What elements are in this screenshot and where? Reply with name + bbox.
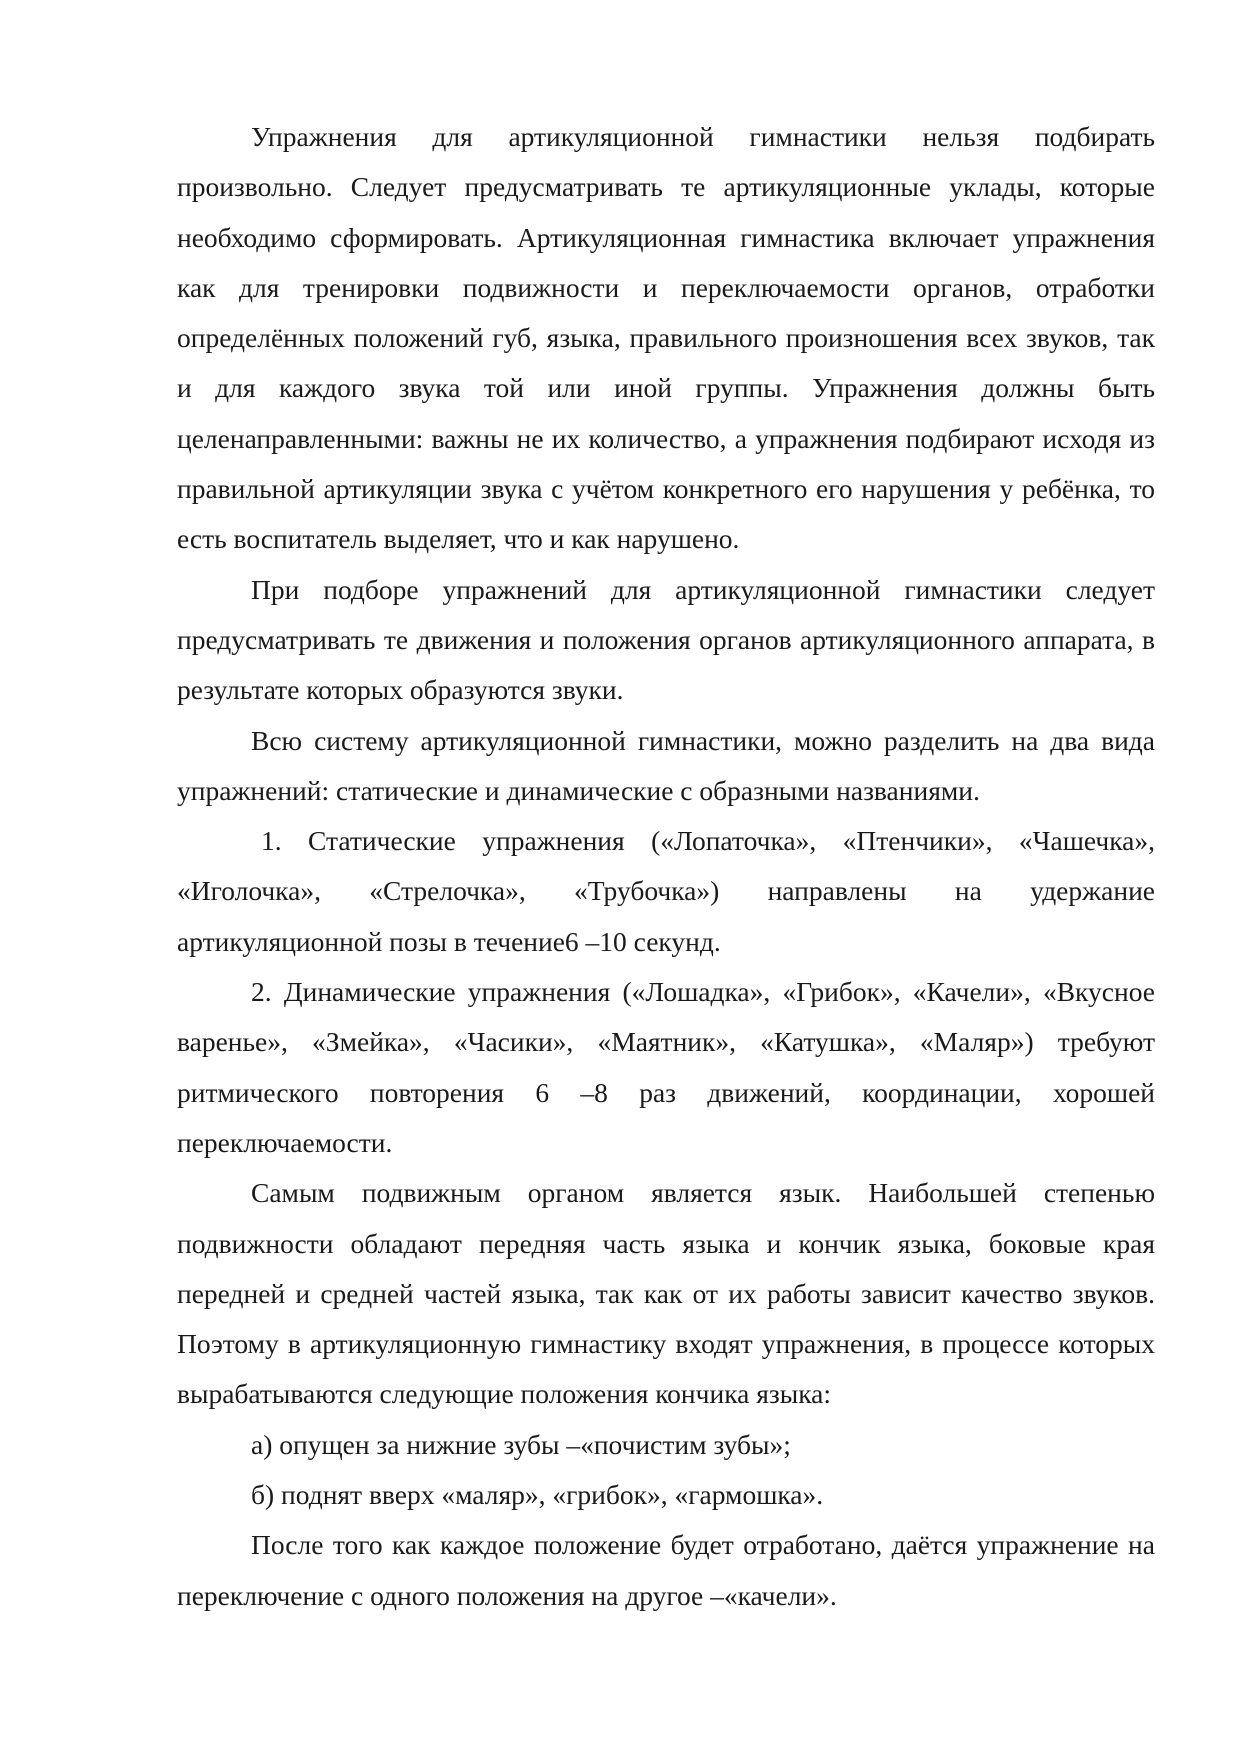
list-item-static-exercises: 1. Статические упражнения («Лопаточка», «Птенчики», «Чашечка», «Иголочка», «Стрелочка», «Трубочка») направлены на удержание артикуляционной позы в течение6 –10 секунд. [177,825,1155,957]
list-item-position-b: б) поднят вверх «маляр», «грибок», «гармошка». [251,1479,824,1511]
document-page [177,112,1155,1621]
paragraph-movement-selection: При подборе упражнений для артикуляционной гимнастики следует предусматривать те движения и положения органов артикуляционного аппарата, в результате которых образуются звуки. [177,573,1155,706]
list-item-position-a: а) опущен за нижние зубы –«почистим зубы»; [251,1428,791,1460]
paragraph-system-division: Всю систему артикуляционной гимнастики, можно разделить на два вида упражнений: статические и динамические с образными названиями. [177,724,1155,806]
list-item-dynamic-exercises: 2. Динамические упражнения («Лошадка», «Грибок», «Качели», «Вкусное варенье», «Змейка», «Часики», «Маятник», «Катушка», «Маляр») требуют ритмического повторения 6 –8 раз движений, координации, хорошей переключаемости. [177,976,1155,1158]
paragraph-tongue-mobility: Самым подвижным органом является язык. Наибольшей степенью подвижности обладают передняя часть языка и кончик языка, боковые края передней и средней частей языка, так как от их работы зависит качество звуков. Поэтому в артикуляционную гимнастику входят упражнения, в процессе которых вырабатываются следующие положения кончика языка: [177,1177,1155,1410]
paragraph-exercise-selection: Упражнения для артикуляционной гимнастики нельзя подбирать произвольно. Следует предусматривать те артикуляционные уклады, которые необходимо сформировать. Артикуляционная гимнастика включает упражнения как для тренировки подвижности и переключаемости органов, отработки определённых положений губ, языка, правильного произношения всех звуков, так и для каждого звука той или иной группы. Упражнения должны быть целенаправленными: важны не их количество, а упражнения подбирают исходя из правильной артикуляции звука с учётом конкретного его нарушения у ребёнка, то есть воспитатель выделяет, что и как нарушено. [177,121,1155,555]
paragraph-switching-exercise: После того как каждое положение будет отработано, даётся упражнение на переключение с одного положения на другое –«качели». [177,1529,1155,1611]
